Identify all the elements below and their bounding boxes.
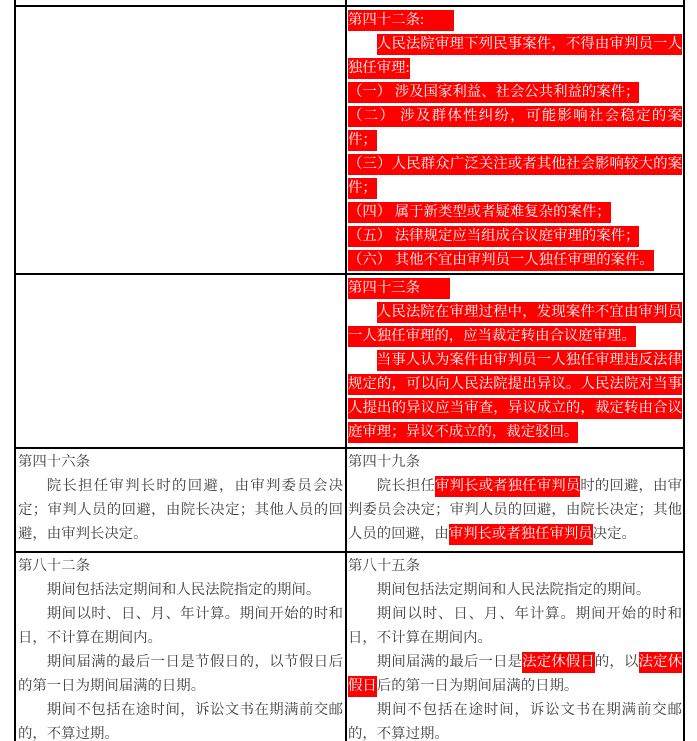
article-number bbox=[18, 450, 343, 474]
paragraph bbox=[348, 300, 682, 348]
text-segment: 期间以时、日、月、年计算。期间开始的时和日，不计算在期间内。 bbox=[348, 606, 682, 646]
text-segment: 期间届满的最后一日是节假日的，以节假日后的第一日为期间届满的日期。 bbox=[18, 654, 343, 694]
paragraph bbox=[348, 152, 682, 200]
paragraph bbox=[348, 474, 682, 546]
table-cell-left bbox=[16, 553, 347, 741]
text-segment: 期间不包括在途时间，诉讼文书在期满前交邮的，不算过期。 bbox=[348, 702, 682, 741]
highlighted-text: （三）人民群众广泛关注或者其他社会影响较大的案件； bbox=[348, 154, 682, 199]
text-segment: 院长担任 bbox=[376, 478, 435, 494]
table-cell-left bbox=[16, 7, 347, 273]
table-cell-left bbox=[16, 449, 347, 551]
table-row bbox=[16, 553, 683, 741]
paragraph bbox=[348, 602, 682, 650]
paragraph bbox=[18, 698, 343, 741]
text-segment: 决定。 bbox=[592, 526, 636, 542]
text-segment: 第四十六条 bbox=[18, 454, 90, 470]
paragraph bbox=[348, 224, 682, 248]
paragraph bbox=[18, 474, 343, 546]
text-segment: 期间包括法定期间和人民法院指定的期间。 bbox=[376, 582, 651, 598]
paragraph bbox=[348, 698, 682, 741]
text-segment: 时的回避，由审判委员会决定；审判人员的回避，由院长决定；其他人员的回避，由 bbox=[348, 478, 682, 542]
text-segment: 期间包括法定期间和人民法院指定的期间。 bbox=[46, 582, 321, 598]
paragraph bbox=[18, 650, 343, 698]
highlighted-text: 当事人认为案件由审判员一人独任审理违反法律规定的，可以向人民法院提出异议。人民法院对当事人提出的异议应当审查，异议成立的，裁定转由合议庭审理；异议不成立的，裁定驳回。 bbox=[348, 350, 682, 443]
paragraph bbox=[348, 578, 682, 602]
table-cell-right bbox=[347, 553, 683, 741]
article-number bbox=[348, 554, 682, 578]
paragraph bbox=[348, 200, 682, 224]
highlighted-text: （五） 法律规定应当组成合议庭审理的案件； bbox=[348, 226, 639, 247]
paragraph bbox=[348, 650, 682, 698]
highlighted-text: 人民法院审理下列民事案件，不得由审判员一人独任审理: bbox=[348, 34, 682, 79]
table-cell-right bbox=[347, 0, 683, 5]
text-segment: 院长担任审判长时的回避，由审判委员会决定；审判人员的回避，由院长决定；其他人员的回避，由审判长决定。 bbox=[18, 478, 343, 542]
text-segment: 的，以 bbox=[594, 654, 639, 670]
table-row bbox=[16, 7, 683, 275]
text-segment: 期间以时、日、月、年计算。期间开始的时和日，不计算在期间内。 bbox=[18, 606, 343, 646]
highlighted-text: （六） 其他不宜由审判员一人独任审理的案件。 bbox=[348, 250, 654, 271]
highlighted-text: （一） 涉及国家利益、社会公共利益的案件； bbox=[348, 82, 639, 103]
table-row bbox=[16, 449, 683, 553]
highlighted-text: 法定休假日 bbox=[348, 652, 682, 697]
comparison-table bbox=[14, 0, 685, 741]
highlighted-text: （四） 属于新类型或者疑难复杂的案件； bbox=[348, 202, 611, 223]
highlighted-text: 审判长或者独任审判员 bbox=[449, 524, 593, 545]
table-row bbox=[16, 275, 683, 449]
paragraph bbox=[348, 104, 682, 152]
text-segment: 第八十二条 bbox=[18, 558, 90, 574]
text-segment: 期间届满的最后一日是 bbox=[376, 654, 523, 670]
text-segment: 期间不包括在途时间，诉讼文书在期满前交邮的，不算过期。 bbox=[18, 702, 343, 741]
paragraph bbox=[348, 248, 682, 272]
table-row bbox=[16, 0, 683, 7]
table-cell-right bbox=[347, 275, 683, 447]
highlighted-text: 第四十二条: bbox=[348, 10, 454, 31]
paragraph bbox=[348, 80, 682, 104]
paragraph bbox=[18, 578, 343, 602]
highlighted-text: 第四十三条 bbox=[348, 278, 450, 299]
article-number bbox=[348, 8, 682, 32]
highlighted-text: 审判长或者独任审判员 bbox=[435, 476, 580, 497]
paragraph bbox=[348, 348, 682, 444]
paragraph bbox=[348, 32, 682, 80]
text-segment: 后的第一日为期间届满的日期。 bbox=[376, 678, 579, 694]
text-segment: 第八十五条 bbox=[348, 558, 420, 574]
highlighted-text: （二） 涉及群体性纠纷，可能影响社会稳定的案件； bbox=[348, 106, 682, 151]
table-cell-left bbox=[16, 275, 347, 447]
article-number bbox=[348, 450, 682, 474]
text-segment: 第四十九条 bbox=[348, 454, 420, 470]
highlighted-text: 法定休假日 bbox=[522, 652, 595, 673]
paragraph bbox=[18, 602, 343, 650]
table-cell-left bbox=[16, 0, 347, 5]
article-number bbox=[348, 276, 682, 300]
highlighted-text: 人民法院在审理过程中，发现案件不宜由审判员一人独任审理的，应当裁定转由合议庭审理。 bbox=[348, 302, 682, 347]
table-cell-right bbox=[347, 449, 683, 551]
table-cell-right bbox=[347, 7, 683, 273]
article-number bbox=[18, 554, 343, 578]
